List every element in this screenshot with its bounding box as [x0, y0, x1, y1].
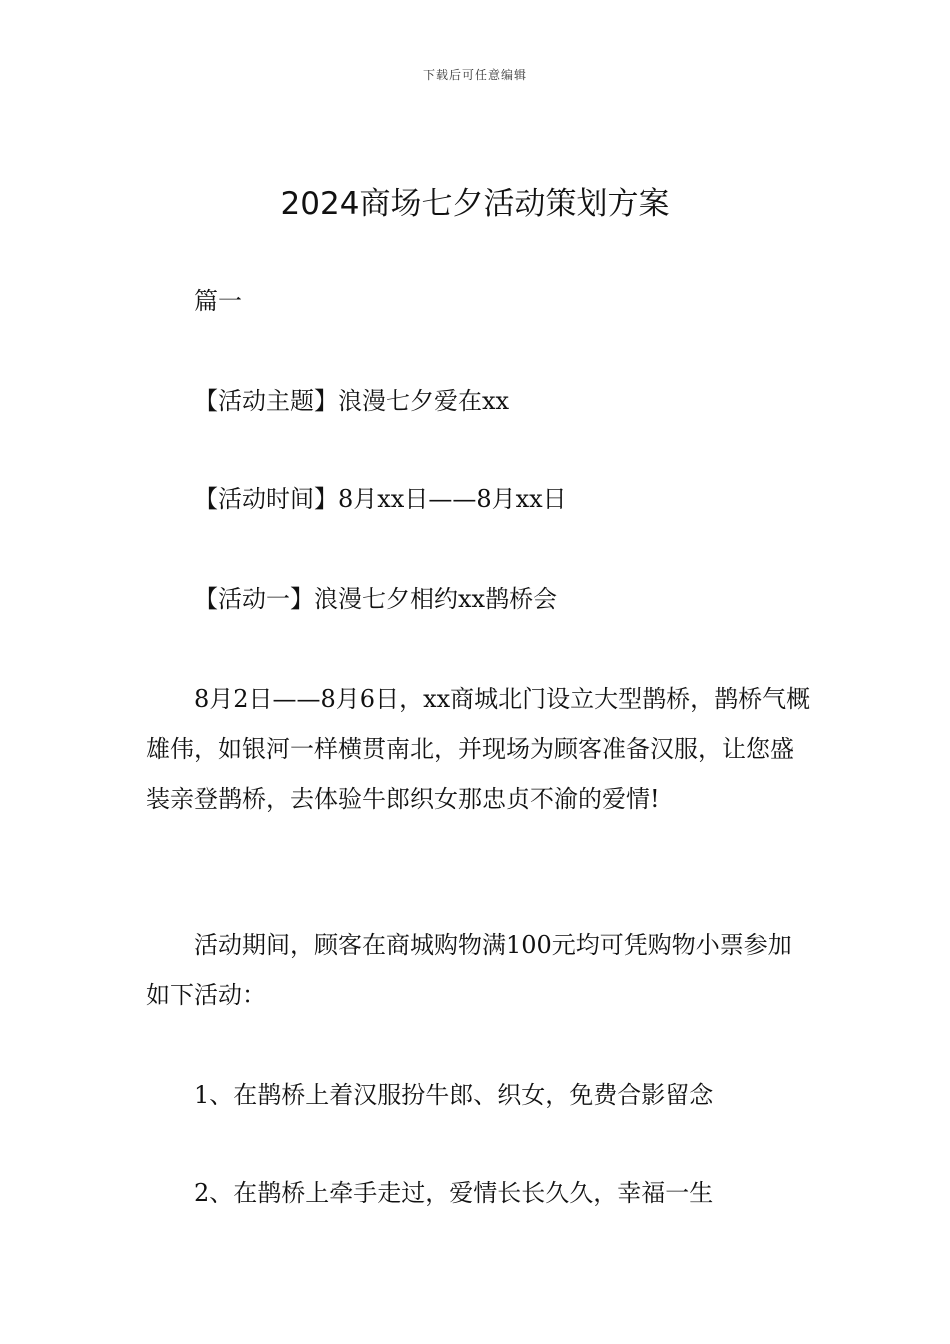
body-paragraph-1: 8月2日——8月6日，xx商城北门设立大型鹊桥，鹊桥气概雄伟，如银河一样横贯南北，并现场为顾客准备汉服，让您盛装亲登鹊桥，去体验牛郎织女那忠贞不渝的爱情!: [146, 685, 811, 813]
activity-time: 【活动时间】8月xx日——8月xx日: [194, 485, 567, 513]
activity-one-heading: 【活动一】浪漫七夕相约xx鹊桥会: [194, 585, 558, 613]
list-item-1: 1、在鹊桥上着汉服扮牛郎、织女，免费合影留念: [194, 1081, 714, 1109]
list-item-2: 2、在鹊桥上牵手走过，爱情长长久久，幸福一生: [194, 1179, 714, 1207]
section-heading: 篇一: [194, 287, 242, 315]
document-title: 2024商场七夕活动策划方案: [280, 186, 670, 222]
body-paragraph-2: 活动期间，顾客在商城购物满100元均可凭购物小票参加如下活动：: [146, 931, 792, 1009]
activity-theme: 【活动主题】浪漫七夕爱在xx: [194, 387, 510, 415]
header-note: 下载后可任意编辑: [422, 68, 527, 82]
